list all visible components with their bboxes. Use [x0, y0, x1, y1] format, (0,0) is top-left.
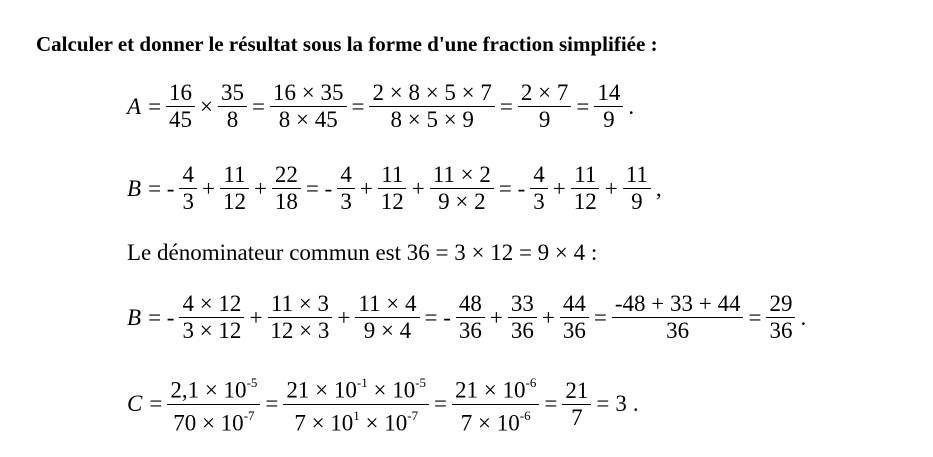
- fraction: $\frac{11 \times 2}{9 \times 2}$: [428, 162, 496, 215]
- fraction: $\frac{16}{45}$: [164, 80, 197, 133]
- fraction: $\frac{33}{36}$: [506, 291, 539, 344]
- fraction: $\frac{11}{12}$: [218, 162, 251, 215]
- fraction: $\frac{22}{18}$: [270, 162, 303, 215]
- result-value: 3: [615, 391, 627, 417]
- fraction: $\frac{4 \times 12}{3 \times 12}$: [177, 291, 246, 344]
- fraction: $\frac{11 \times 4}{9 \times 4}$: [353, 291, 421, 344]
- variable-b: B: [127, 304, 142, 330]
- fraction: $\frac{21 \times 10^{-1} \times 10^{-5}}{7 \times 10^1 \times 10^{-7}}$: [281, 372, 431, 436]
- equation-b-first: B = - $\frac{4}{3}$ + $\frac{11}{12}$ + $\frac{22}{18}$ = - $\frac{4}{3}$ + $\frac{11}{12}$ + $\frac{11 \times 2}{9 \times 2}$ = - $\frac{4}{3}$ + $\frac{11}{12}$ + $\frac{11}{9}$ ,: [127, 162, 662, 214]
- fraction: $\frac{4}{3}$: [177, 162, 199, 215]
- fraction: $\frac{21 \times 10^{-6}}{7 \times 10^{-6}}$: [450, 372, 541, 436]
- fraction: $\frac{35}{8}$: [216, 80, 249, 133]
- fraction: $\frac{11}{9}$: [621, 162, 653, 215]
- fraction: $\frac{2,1 \times 10^{-5}}{70 \times 10^{-7}}$: [165, 372, 262, 436]
- fraction: $\frac{11}{12}$: [376, 162, 409, 215]
- fraction: $\frac{44}{36}$: [558, 291, 591, 344]
- fraction: $\frac{4}{3}$: [528, 162, 550, 215]
- equation-a: A = $\frac{16}{45}$ × $\frac{35}{8}$ = $\frac{16 \times 35}{8 \times 45}$ = $\frac{2 \times 8 \times 5 \times 7}{8 \times 5 \times 9}$ = $\frac{2 \times 7}{9}$ = $\frac{14}{9}$ .: [127, 80, 635, 132]
- variable-b: B: [127, 175, 142, 201]
- fraction: $\frac{4}{3}$: [335, 162, 357, 215]
- fraction: $\frac{16 \times 35}{8 \times 45}$: [268, 80, 348, 133]
- fraction: $\frac{-48 + 33 + 44}{36}$: [610, 291, 746, 344]
- equation-b-second: B = - $\frac{4 \times 12}{3 \times 12}$ + $\frac{11 \times 3}{12 \times 3}$ + $\frac{11 \times 4}{9 \times 4}$ = - $\frac{48}{36}$ + $\frac{33}{36}$ + $\frac{44}{36}$ = $\frac{-48 + 33 + 44}{36}$ = $\frac{29}{36}$ .: [127, 291, 807, 343]
- fraction: $\frac{29}{36}$: [764, 291, 797, 344]
- equation-c: C = $\frac{2,1 \times 10^{-5}}{70 \times 10^{-7}}$ = $\frac{21 \times 10^{-1} \times 10^{-5}}{7 \times 10^1 \times 10^{-7}}$ = $\frac{21 \times 10^{-6}}{7 \times 10^{-6}}$ = $\frac{21}{7}$ = 3 .: [127, 372, 642, 436]
- fraction: $\frac{2 \times 8 \times 5 \times 7}{8 \times 5 \times 9}$: [367, 80, 496, 133]
- fraction: $\frac{11 \times 3}{12 \times 3}$: [265, 291, 334, 344]
- variable-a: A: [127, 93, 142, 119]
- fraction: $\frac{11}{12}$: [569, 162, 602, 215]
- common-denominator-text: Le dénominateur commun est 36 = 3 × 12 = 9 × 4 :: [127, 240, 598, 265]
- fraction: $\frac{2 \times 7}{9}$: [516, 80, 573, 133]
- variable-c: C: [127, 391, 143, 417]
- fraction: $\frac{21}{7}$: [560, 378, 593, 431]
- exercise-heading: Calculer et donner le résultat sous la forme d'une fraction simplifiée :: [36, 32, 658, 56]
- fraction: $\frac{48}{36}$: [454, 291, 487, 344]
- fraction: $\frac{14}{9}$: [592, 80, 625, 133]
